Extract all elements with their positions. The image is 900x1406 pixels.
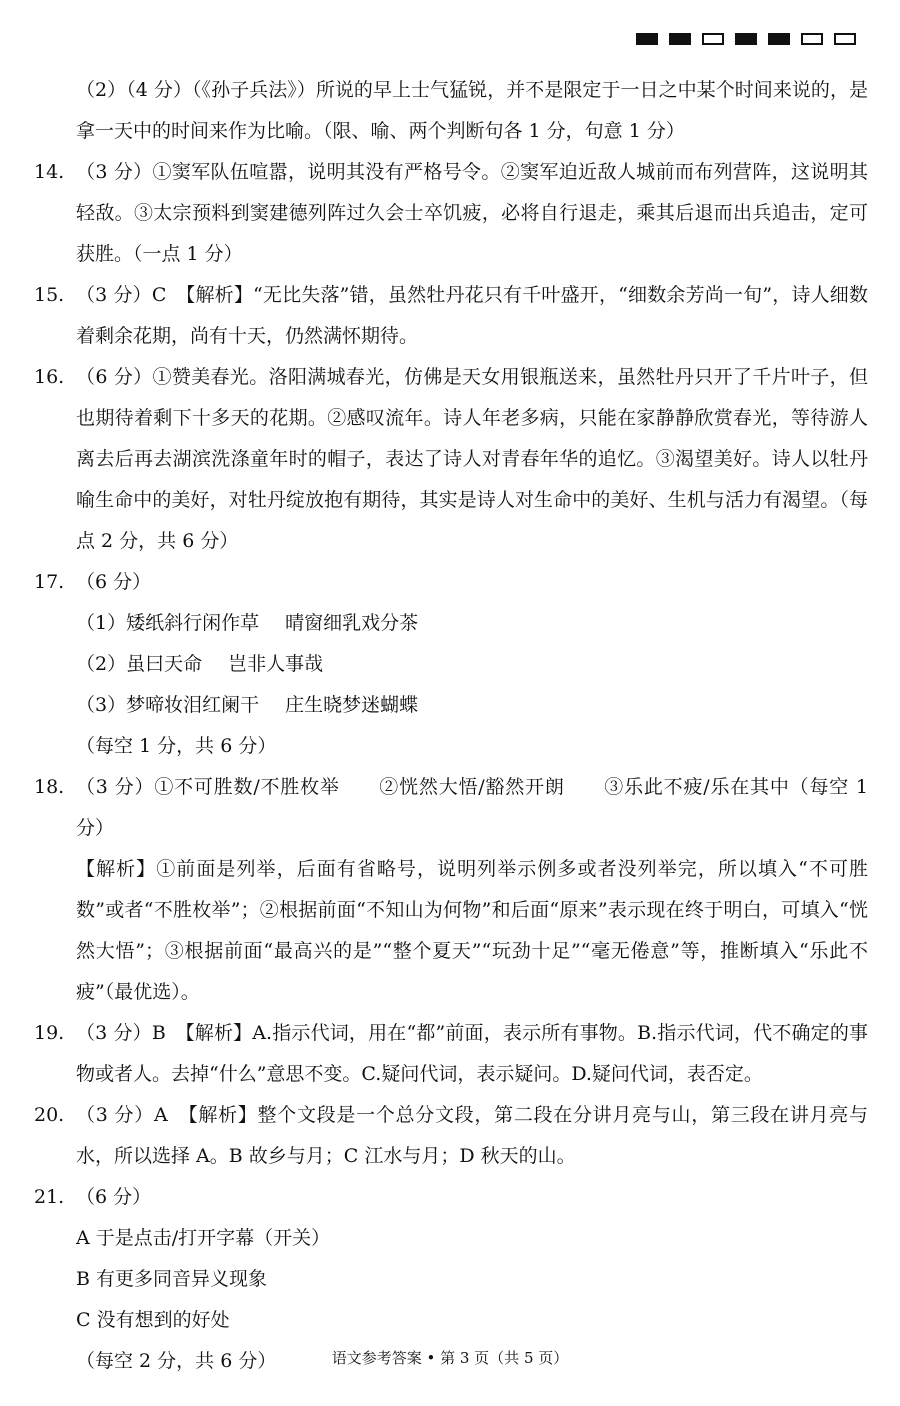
answer-text: （3 分）①不可胜数/不胜枚举 ②恍然大悟/豁然开朗 ③乐此不疲/乐在其中（每空 1 分）	[76, 776, 868, 839]
answer-text: （6 分）①赞美春光。洛阳满城春光，仿佛是天女用银瓶送来，虽然牡丹只开了千片叶子，但也期待着剩下十多天的花期。②感叹流年。诗人年老多病，只能在家静静欣赏春光，等待游人离去后再去湖滨洗涤童年时的帽子，表达了诗人对青春年华的追忆。③渴望美好。诗人以牡丹喻生命中的美好，对牡丹绽放抱有期待，其实是诗人对生命中的美好、生机与活力有渴望。（每点 2 分，共 6 分）	[76, 366, 868, 552]
answer-17-line-2	[34, 644, 868, 685]
answer-14	[34, 152, 868, 275]
answer-18-analysis: 【解析】①前面是列举，后面有省略号，说明列举示例多或者没列举完，所以填入“不可胜数”或者“不胜枚举”；②根据前面“不知山为何物”和后面“原来”表示现在终于明白，可填入“恍然大悟”；③根据前面“最高兴的是”“整个夏天”“玩劲十足”“毫无倦意”等，推断填入“乐此不疲”（最优选）。	[76, 858, 868, 1003]
answer-17-line-1	[34, 603, 868, 644]
verse-b: 晴窗细乳戏分茶	[285, 612, 419, 634]
line-label: （3）	[76, 694, 127, 716]
answer-19	[34, 1013, 868, 1095]
answer-17-line-3	[34, 685, 868, 726]
answer-21-item-b: B 有更多同音异义现象	[76, 1268, 268, 1290]
verse-b: 岂非人事哉	[228, 653, 324, 675]
page-mark-4	[735, 33, 757, 45]
answer-13-2	[34, 70, 868, 152]
question-number: 20.	[34, 1104, 65, 1126]
answer-score: （6 分）	[76, 1186, 152, 1208]
question-number: 17.	[34, 571, 65, 593]
question-number: 21.	[34, 1186, 65, 1208]
answer-21-item-c: C 没有想到的好处	[76, 1309, 230, 1331]
answer-text: （3 分）B 【解析】A.指示代词，用在“都”前面，表示所有事物。B.指示代词，代不确定的事物或者人。去掉“什么”意思不变。C.疑问代词，表示疑问。D.疑问代词，表否定。	[76, 1022, 868, 1085]
answer-content	[34, 70, 868, 1382]
question-number: 15.	[34, 284, 65, 306]
question-number: 16.	[34, 366, 65, 388]
page-mark-5	[768, 33, 790, 45]
answer-21-note: （每空 2 分，共 6 分）	[76, 1350, 277, 1372]
page-mark-2	[669, 33, 691, 45]
answer-20	[34, 1095, 868, 1177]
answer-score: （6 分）	[76, 571, 152, 593]
answer-16	[34, 357, 868, 562]
verse-b: 庄生晓梦迷蝴蝶	[285, 694, 419, 716]
answer-text: （3 分）A 【解析】整个文段是一个总分文段，第二段在分讲月亮与山，第三段在讲月亮与水，所以选择 A。B 故乡与月；C 江水与月；D 秋天的山。	[76, 1104, 868, 1167]
line-label: （1）	[76, 612, 127, 634]
question-number: 14.	[34, 161, 65, 183]
answer-13-2-text: （2）（4 分）（《孙子兵法》）所说的早上士气猛锐，并不是限定于一日之中某个时间来说的，是拿一天中的时间来作为比喻。（限、喻、两个判断句各 1 分，句意 1 分）	[76, 79, 868, 142]
answer-17	[34, 562, 868, 603]
page-marks	[636, 33, 856, 45]
page-mark-1	[636, 33, 658, 45]
answer-text: （3 分）C 【解析】“无比失落”错，虽然牡丹花只有千叶盛开，“细数余芳尚一旬”，诗人细数着剩余花期，尚有十天，仍然满怀期待。	[76, 284, 868, 347]
answer-21	[34, 1177, 868, 1218]
answer-17-note: （每空 1 分，共 6 分）	[76, 735, 277, 757]
verse-a: 梦啼妆泪红阑干	[126, 694, 260, 716]
question-number: 18.	[34, 776, 65, 798]
answer-21-item-a: A 于是点击/打开字幕（开关）	[76, 1227, 331, 1249]
page-mark-3	[702, 33, 724, 45]
question-number: 19.	[34, 1022, 65, 1044]
page-mark-6	[801, 33, 823, 45]
verse-a: 矮纸斜行闲作草	[126, 612, 260, 634]
answer-text: （3 分）①窦军队伍喧嚣，说明其没有严格号令。②窦军迫近敌人城前而布列营阵，这说明其轻敌。③太宗预料到窦建德列阵过久会士卒饥疲，必将自行退走，乘其后退而出兵追击，定可获胜。（一点 1 分）	[76, 161, 868, 265]
answer-15	[34, 275, 868, 357]
page-mark-7	[834, 33, 856, 45]
verse-a: 虽曰天命	[126, 653, 203, 675]
page-footer: 语文参考答案 • 第 3 页（共 5 页）	[331, 1349, 569, 1367]
line-label: （2）	[76, 653, 127, 675]
answer-18	[34, 767, 868, 849]
